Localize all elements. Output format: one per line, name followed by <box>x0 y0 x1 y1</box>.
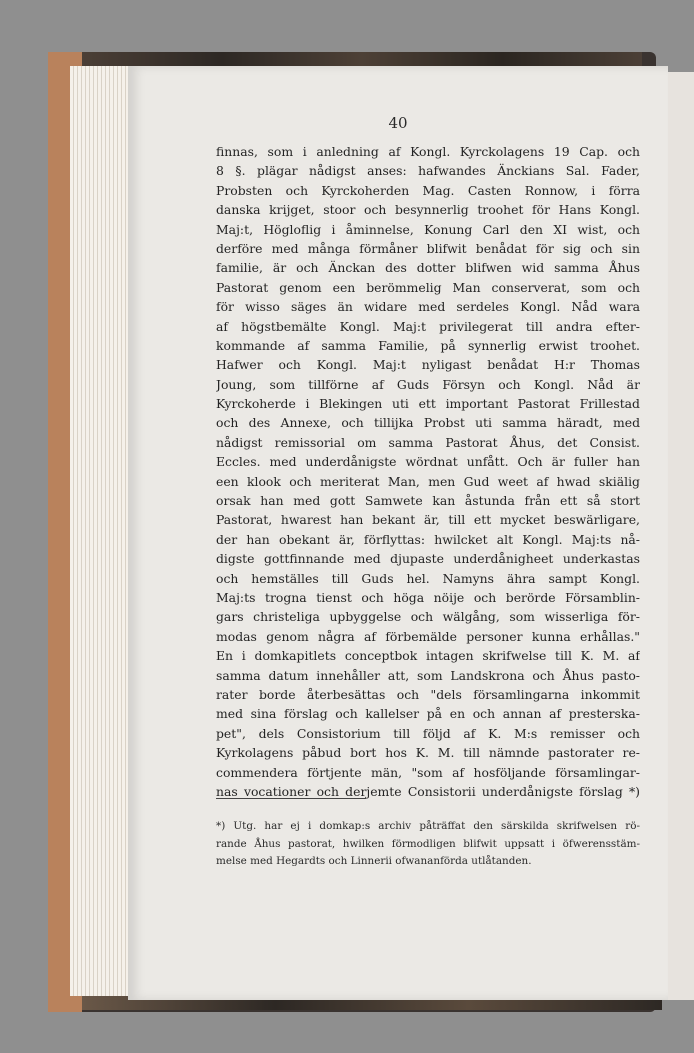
text-line: nas vocationer och derjemte Consistorii underdånigste förslag *) <box>216 783 640 799</box>
text-line: samma datum innehåller att, som Landskrona och Åhus pasto- <box>216 667 640 683</box>
text-line: Maj:ts trogna tienst och höga nöije och berörde Församblin- <box>216 589 640 605</box>
footnote-line: rande Åhus pastorat, hwilken förmodligen blifwit uppsatt i öfwerensstäm- <box>216 837 640 850</box>
text-line: der han obekant är, förflyttas: hwilcket alt Kongl. Maj:ts nå- <box>216 531 640 547</box>
text-line: commendera förtjente män, "som af hosföljande församlingar- <box>216 764 640 780</box>
text-line: med sina förslag och kallelser på en och annan af presterska- <box>216 706 640 722</box>
text-line: Joung, som tillförne af Guds Försyn och Kongl. Nåd är <box>216 376 640 392</box>
text-line: Kyrckoherde i Blekingen uti ett important Pastorat Frillestad <box>216 396 640 412</box>
text-line: orsak han med gott Samwete kan åstunda från ett så stort <box>216 493 640 509</box>
footnote-line: *) Utg. har ej i domkap:s archiv påträffat den särskilda skrifwelsen rö- <box>216 820 640 832</box>
book-page <box>128 66 668 1000</box>
text-line: Probsten och Kyrckoherden Mag. Casten Ronnow, i förra <box>216 182 640 198</box>
text-line: och des Annexe, och tillijka Probst uti samma häradt, med <box>216 415 640 431</box>
text-line: En i domkapitlets conceptbok intagen skrifwelse till K. M. af <box>216 648 640 664</box>
footnote-line: melse med Hegardts och Linnerii ofwananförda utlåtanden. <box>216 855 532 867</box>
footnote <box>216 818 640 871</box>
text-line: Kyrkolagens påbud bort hos K. M. till nämnde pastorater re- <box>216 745 640 761</box>
text-line: af högstbemälte Kongl. Maj:t privilegerat till andra efter- <box>216 318 640 334</box>
text-line: 8 §. plägar nådigst anses: hafwandes Änckians Sal. Fader, <box>216 163 640 179</box>
text-line: danska krijget, stoor och besynnerlig troohet för Hans Kongl. <box>216 202 640 218</box>
text-line: finnas, som i anledning af Kongl. Kyrckolagens 19 Cap. och <box>216 144 640 159</box>
text-line: för wisso säges än widare med serdeles Kongl. Nåd wara <box>216 299 640 315</box>
text-line: Pastorat, hwarest han bekant är, till ett mycket beswärligare, <box>216 512 640 528</box>
text-line: digste gottfinnande med djupaste underdånigheet underkastas <box>216 551 640 567</box>
text-line: rater borde återbesättas och "dels församlingarna inkommit <box>216 686 640 702</box>
text-line: Eccles. med underdånigste wördnat unfått. Och är fuller han <box>216 454 640 470</box>
page-number: 40 <box>388 114 408 132</box>
footnote-rule <box>216 798 366 799</box>
text-line: modas genom några af förbemälde personer kunna erhållas." <box>216 628 640 644</box>
text-line: och hemställes till Guds hel. Namyns ähra sampt Kongl. <box>216 570 640 586</box>
text-line: nådigst remissorial om samma Pastorat Åhus, det Consist. <box>216 434 640 450</box>
text-line: een klook och meriterat Man, men Gud weet af hwad skiälig <box>216 473 640 489</box>
text-line: gars christeliga upbyggelse och wälgång, som wisserliga för- <box>216 609 640 625</box>
text-line: kommande af samma Familie, på synnerlig erwist troohet. <box>216 337 640 353</box>
body-text <box>216 142 640 801</box>
text-line: Pastorat genom een berömmelig Man conserverat, som och <box>216 279 640 295</box>
text-line: Maj:t, Högloflig i åminnelse, Konung Carl den XI wist, och <box>216 221 640 237</box>
text-line: derföre med många förmåner blifwit benådat för sig och sin <box>216 240 640 256</box>
text-line: familie, är och Änckan des dotter blifwen wid samma Åhus <box>216 260 640 276</box>
text-line: pet", dels Consistorium till följd af K. M:s remisser och <box>216 725 640 741</box>
text-line: Hafwer och Kongl. Maj:t nyligast benådat H:r Thomas <box>216 357 640 373</box>
